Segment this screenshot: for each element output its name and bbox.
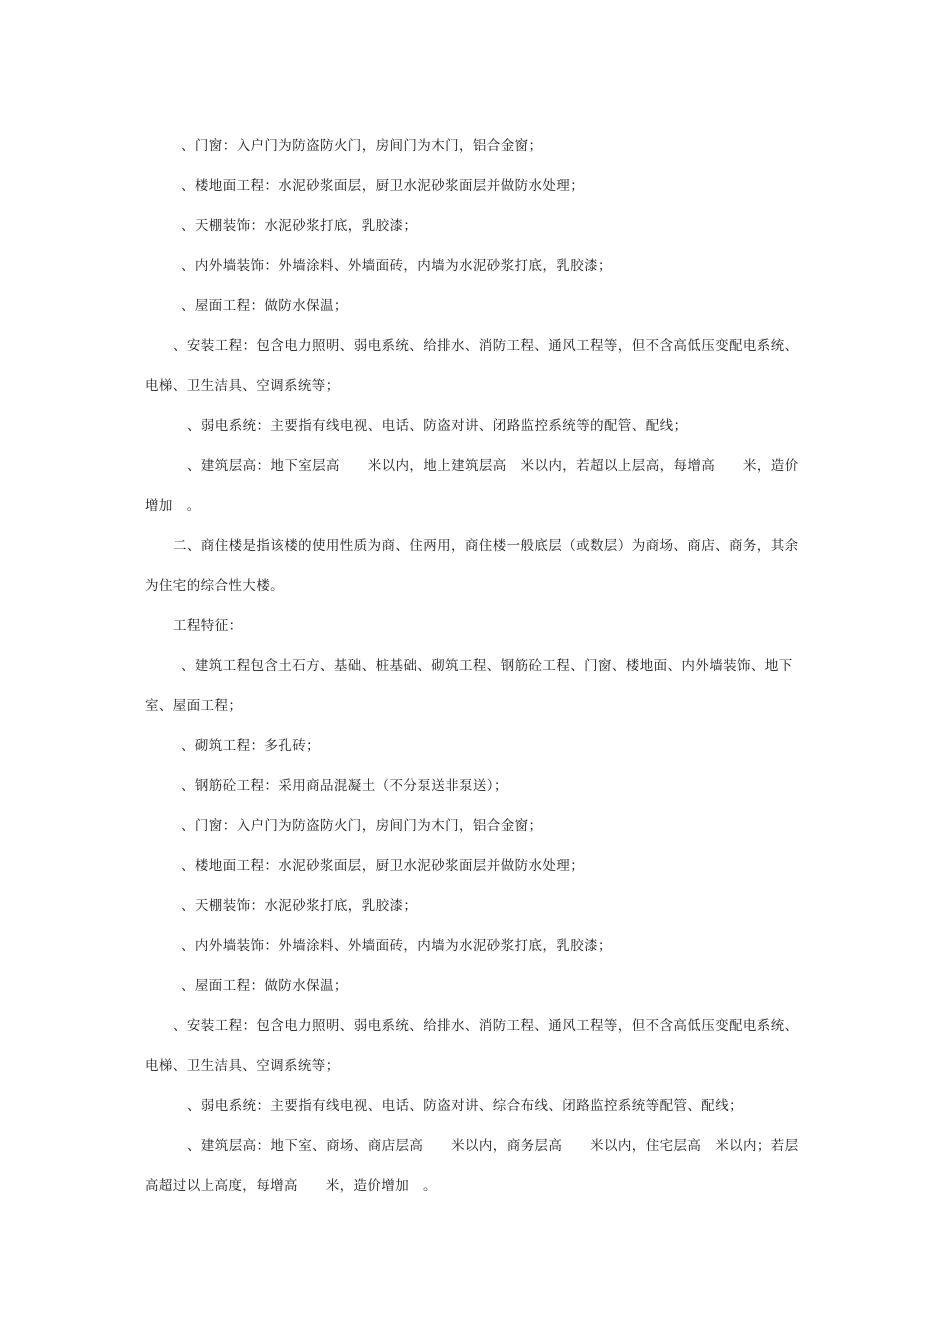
paragraph-commercial-residential-definition: 二、商住楼是指该楼的使用性质为商、住两用，商住楼一般底层（或数层）为商场、商店、商务，其余为住宅的综合性大楼。 xyxy=(145,538,799,594)
paragraph-wall-decoration-2: 、内外墙装饰：外墙涂料、外墙面砖，内墙为水泥砂浆打底，乳胶漆； xyxy=(181,938,612,954)
paragraph-building-works: 、建筑工程包含土石方、基础、桩基础、砌筑工程、钢筋砼工程、门窗、楼地面、内外墙装饰、地下室、屋面工程； xyxy=(145,658,793,714)
paragraph-wall-decoration: 、内外墙装饰：外墙涂料、外墙面砖，内墙为水泥砂浆打底，乳胶漆； xyxy=(181,258,612,274)
paragraph-installation-works-2: 、安装工程：包含电力照明、弱电系统、给排水、消防工程、通风工程等，但不含高低压变配电系统、电梯、卫生洁具、空调系统等； xyxy=(145,1018,799,1074)
paragraph-reinforced-concrete: 、钢筋砼工程：采用商品混凝土（不分泵送非泵送）； xyxy=(181,778,508,794)
paragraph-floor-height-2: 、建筑层高：地下室、商场、商店层高 米以内，商务层高 米以内，住宅层高 米以内；若层高超过以上高度，每增高 米，造价增加 。 xyxy=(145,1138,799,1194)
paragraph-doors-windows: 、门窗：入户门为防盗防火门，房间门为木门，铝合金窗； xyxy=(181,138,543,154)
paragraph-doors-windows-2: 、门窗：入户门为防盗防火门，房间门为木门，铝合金窗； xyxy=(181,818,543,834)
paragraph-ceiling-decoration: 、天棚装饰：水泥砂浆打底，乳胶漆； xyxy=(181,218,418,234)
paragraph-floor-works: 、楼地面工程：水泥砂浆面层，厨卫水泥砂浆面层并做防水处理； xyxy=(181,178,585,194)
paragraph-weak-current-2: 、弱电系统：主要指有线电视、电话、防盗对讲、综合布线、闭路监控系统等配管、配线； xyxy=(187,1098,743,1114)
paragraph-roof-works: 、屋面工程：做防水保温； xyxy=(181,298,348,314)
paragraph-masonry-works: 、砌筑工程：多孔砖； xyxy=(181,738,320,754)
paragraph-floor-works-2: 、楼地面工程：水泥砂浆面层，厨卫水泥砂浆面层并做防水处理； xyxy=(181,858,585,874)
paragraph-roof-works-2: 、屋面工程：做防水保温； xyxy=(181,978,348,994)
paragraph-installation-works: 、安装工程：包含电力照明、弱电系统、给排水、消防工程、通风工程等，但不含高低压变配电系统、电梯、卫生洁具、空调系统等； xyxy=(145,338,799,394)
paragraph-project-features-heading: 工程特征： xyxy=(173,618,243,634)
paragraph-weak-current: 、弱电系统：主要指有线电视、电话、防盗对讲、闭路监控系统等的配管、配线； xyxy=(187,418,688,434)
paragraph-ceiling-decoration-2: 、天棚装饰：水泥砂浆打底，乳胶漆； xyxy=(181,898,418,914)
paragraph-floor-height: 、建筑层高：地下室层高 米以内，地上建筑层高 米以内，若超以上层高，每增高 米，造价增加 。 xyxy=(145,458,799,514)
